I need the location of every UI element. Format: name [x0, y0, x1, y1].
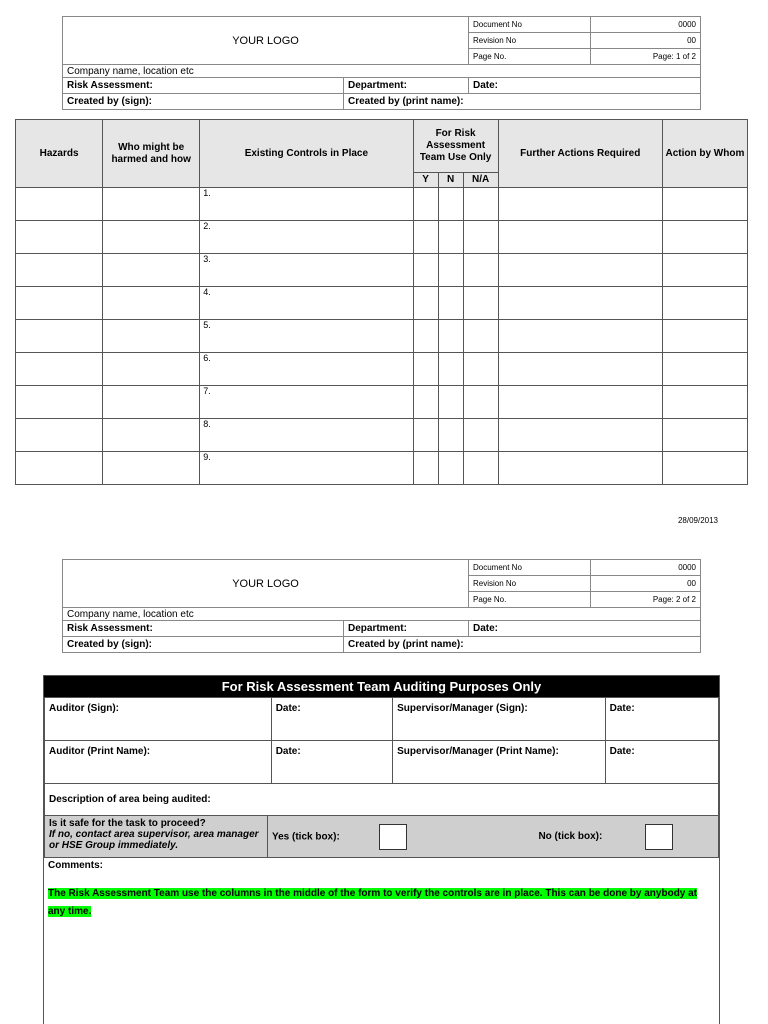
- no-cell[interactable]: [438, 353, 463, 386]
- supervisor-sign-date-field[interactable]: Date:: [605, 698, 718, 741]
- page-number-label: Page No.: [469, 49, 591, 65]
- action-by-cell[interactable]: [662, 386, 747, 419]
- existing-controls-header: Existing Controls in Place: [200, 120, 413, 188]
- further-actions-cell[interactable]: [498, 320, 662, 353]
- table-row: [16, 452, 748, 485]
- document-number-value: 0000: [591, 560, 701, 576]
- audit-section: [43, 675, 720, 1024]
- date-field: Date:: [473, 80, 499, 91]
- na-header: N/A: [463, 173, 498, 188]
- na-cell[interactable]: [463, 353, 498, 386]
- company-info: Company name, location etc: [63, 608, 701, 621]
- yes-cell[interactable]: [413, 353, 438, 386]
- department-field: Department:: [348, 623, 407, 634]
- yes-cell[interactable]: [413, 188, 438, 221]
- na-cell[interactable]: [463, 386, 498, 419]
- action-by-cell[interactable]: [662, 320, 747, 353]
- na-cell[interactable]: [463, 419, 498, 452]
- yes-tick-box[interactable]: [379, 824, 407, 850]
- further-actions-cell[interactable]: [498, 221, 662, 254]
- revision-number-label: Revision No: [469, 33, 591, 49]
- action-by-cell[interactable]: [662, 221, 747, 254]
- who-harmed-cell[interactable]: [103, 221, 200, 254]
- document-number-label: Document No: [469, 560, 591, 576]
- department-field: Department:: [348, 80, 407, 91]
- control-cell[interactable]: 7.: [200, 386, 413, 419]
- yes-cell[interactable]: [413, 452, 438, 485]
- who-harmed-cell[interactable]: [103, 320, 200, 353]
- table-row: [16, 353, 748, 386]
- further-actions-cell[interactable]: [498, 188, 662, 221]
- team-use-header: For Risk Assessment Team Use Only: [413, 120, 498, 173]
- highlighted-note: The Risk Assessment Team use the columns in the middle of the form to verify the controls are in place. This can be done by anybody at any time.: [48, 888, 698, 917]
- who-harmed-cell[interactable]: [103, 287, 200, 320]
- created-by-print-field: Created by (print name):: [348, 96, 464, 107]
- table-row: [16, 188, 748, 221]
- revision-number-label: Revision No: [469, 576, 591, 592]
- supervisor-print-date-field[interactable]: Date:: [605, 741, 718, 784]
- action-by-cell[interactable]: [662, 254, 747, 287]
- further-actions-header: Further Actions Required: [498, 120, 662, 188]
- safe-instruction-text: If no, contact area supervisor, area manager or HSE Group immediately.: [49, 829, 259, 851]
- further-actions-cell[interactable]: [498, 353, 662, 386]
- logo-placeholder: YOUR LOGO: [63, 560, 469, 608]
- hazard-cell[interactable]: [16, 419, 103, 452]
- hazard-cell[interactable]: [16, 452, 103, 485]
- yes-tick-cell: [267, 816, 494, 858]
- further-actions-cell[interactable]: [498, 254, 662, 287]
- supervisor-print-field[interactable]: Supervisor/Manager (Print Name):: [393, 741, 606, 784]
- no-cell[interactable]: [438, 221, 463, 254]
- auditor-print-field[interactable]: Auditor (Print Name):: [45, 741, 272, 784]
- no-cell[interactable]: [438, 188, 463, 221]
- hazard-cell[interactable]: [16, 386, 103, 419]
- hazard-cell[interactable]: [16, 353, 103, 386]
- hazard-cell[interactable]: [16, 287, 103, 320]
- na-cell[interactable]: [463, 320, 498, 353]
- no-tick-label: No (tick box):: [538, 831, 603, 843]
- description-field[interactable]: Description of area being audited:: [45, 784, 719, 816]
- revision-number-value: 00: [591, 33, 701, 49]
- yes-cell[interactable]: [413, 221, 438, 254]
- further-actions-cell[interactable]: [498, 419, 662, 452]
- yes-header: Y: [413, 173, 438, 188]
- action-by-cell[interactable]: [662, 419, 747, 452]
- further-actions-cell[interactable]: [498, 452, 662, 485]
- who-harmed-cell[interactable]: [103, 353, 200, 386]
- yes-cell[interactable]: [413, 386, 438, 419]
- logo-placeholder: YOUR LOGO: [63, 17, 469, 65]
- control-cell[interactable]: 9.: [200, 452, 413, 485]
- na-cell[interactable]: [463, 188, 498, 221]
- auditor-sign-field[interactable]: Auditor (Sign):: [45, 698, 272, 741]
- audit-title-bar: For Risk Assessment Team Auditing Purposes Only: [44, 676, 719, 697]
- control-cell[interactable]: 5.: [200, 320, 413, 353]
- risk-assessment-field: Risk Assessment:: [67, 623, 153, 634]
- control-cell[interactable]: 3.: [200, 254, 413, 287]
- who-harmed-cell[interactable]: [103, 452, 200, 485]
- hazards-table: [15, 119, 748, 485]
- who-harmed-cell[interactable]: [103, 254, 200, 287]
- hazards-header: Hazards: [16, 120, 103, 188]
- table-row: [16, 386, 748, 419]
- table-row: [16, 320, 748, 353]
- document-number-label: Document No: [469, 17, 591, 33]
- supervisor-sign-field[interactable]: Supervisor/Manager (Sign):: [393, 698, 606, 741]
- comments-label[interactable]: Comments:: [48, 860, 104, 871]
- created-by-sign-field: Created by (sign):: [67, 96, 153, 107]
- action-by-cell[interactable]: [662, 287, 747, 320]
- table-row: [16, 221, 748, 254]
- revision-number-value: 00: [591, 576, 701, 592]
- created-by-sign-field: Created by (sign):: [67, 639, 153, 650]
- no-cell[interactable]: [438, 287, 463, 320]
- hazard-cell[interactable]: [16, 221, 103, 254]
- no-cell[interactable]: [438, 452, 463, 485]
- who-harmed-header: Who might be harmed and how: [103, 120, 200, 188]
- auditor-print-date-field[interactable]: Date:: [271, 741, 392, 784]
- date-field: Date:: [473, 623, 499, 634]
- yes-cell[interactable]: [413, 287, 438, 320]
- action-by-cell[interactable]: [662, 452, 747, 485]
- further-actions-cell[interactable]: [498, 386, 662, 419]
- further-actions-cell[interactable]: [498, 287, 662, 320]
- audit-table: [44, 697, 719, 816]
- no-cell[interactable]: [438, 419, 463, 452]
- created-by-print-field: Created by (print name):: [348, 639, 464, 650]
- page-number-value: Page: 1 of 2: [591, 49, 701, 65]
- risk-assessment-field: Risk Assessment:: [67, 80, 153, 91]
- action-by-header: Action by Whom: [662, 120, 747, 188]
- na-cell[interactable]: [463, 254, 498, 287]
- control-cell[interactable]: 6.: [200, 353, 413, 386]
- yes-tick-label: Yes (tick box):: [271, 831, 340, 843]
- comments-area[interactable]: [44, 873, 719, 919]
- who-harmed-cell[interactable]: [103, 386, 200, 419]
- hazard-cell[interactable]: [16, 254, 103, 287]
- control-cell[interactable]: 1.: [200, 188, 413, 221]
- who-harmed-cell[interactable]: [103, 188, 200, 221]
- footer-date: 28/09/2013: [677, 516, 718, 525]
- yes-cell[interactable]: [413, 419, 438, 452]
- control-cell[interactable]: 4.: [200, 287, 413, 320]
- yes-cell[interactable]: [413, 320, 438, 353]
- no-cell[interactable]: [438, 386, 463, 419]
- table-row: [16, 287, 748, 320]
- action-by-cell[interactable]: [662, 188, 747, 221]
- no-tick-box[interactable]: [645, 824, 673, 850]
- company-info: Company name, location etc: [63, 65, 701, 78]
- document-number-value: 0000: [591, 17, 701, 33]
- document-header-page-1: [62, 16, 701, 110]
- no-cell[interactable]: [438, 320, 463, 353]
- control-cell[interactable]: 8.: [200, 419, 413, 452]
- page-number-label: Page No.: [469, 592, 591, 608]
- no-cell[interactable]: [438, 254, 463, 287]
- safe-question-text: Is it safe for the task to proceed?: [49, 818, 206, 829]
- na-cell[interactable]: [463, 452, 498, 485]
- table-row: [16, 254, 748, 287]
- no-tick-cell: [494, 816, 718, 858]
- no-header: N: [438, 173, 463, 188]
- na-cell[interactable]: [463, 287, 498, 320]
- auditor-sign-date-field[interactable]: Date:: [271, 698, 392, 741]
- hazard-cell[interactable]: [16, 188, 103, 221]
- na-cell[interactable]: [463, 221, 498, 254]
- action-by-cell[interactable]: [662, 353, 747, 386]
- yes-cell[interactable]: [413, 254, 438, 287]
- page-number-value: Page: 2 of 2: [591, 592, 701, 608]
- document-header-page-2: [62, 559, 701, 653]
- safe-to-proceed-question: [45, 816, 268, 858]
- hazard-cell[interactable]: [16, 320, 103, 353]
- control-cell[interactable]: 2.: [200, 221, 413, 254]
- who-harmed-cell[interactable]: [103, 419, 200, 452]
- table-row: [16, 419, 748, 452]
- safety-check-table: [44, 815, 719, 858]
